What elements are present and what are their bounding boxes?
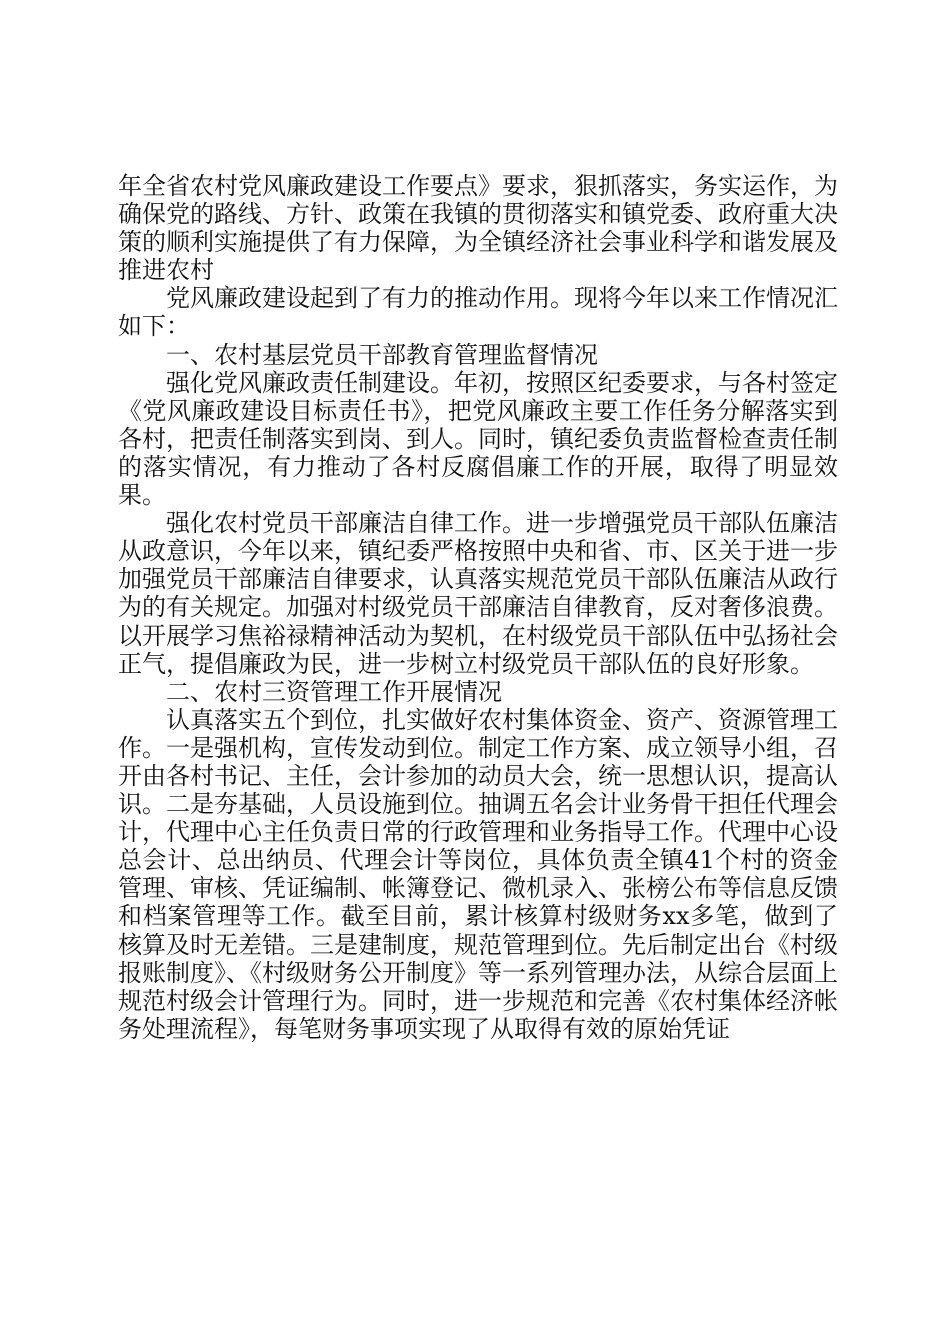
paragraph-three-assets: 认真落实五个到位，扎实做好农村集体资金、资产、资源管理工作。一是强机构，宣传发动到位。制定工作方案、成立领导小组，召开由各村书记、主任，会计参加的动员大会，统一思想认识，提高认识。二是夯基础，人员设施到位。抽调五名会计业务骨干担任代理会计，代理中心主任负责日常的行政管理和业务指导工作。代理中心设总会计、总出纳员、代理会计等岗位，具体负责全镇41个村的资金管理、审核、凭证编制、帐簿登记、微机录入、张榜公布等信息反馈和档案管理等工作。截至目前，累计核算村级财务xx多笔，做到了核算及时无差错。三是建制度，规范管理到位。先后制定出台《村级报账制度》、《村级财务公开制度》等一系列管理办法，从综合层面上规范村级会计管理行为。同时，进一步规范和完善《农村集体经济帐务处理流程》，每笔财务事项实现了从取得有效的原始凭证 [118,705,838,1043]
paragraph-responsibility: 强化党风廉政责任制建设。年初，按照区纪委要求，与各村签定《党风廉政建设目标责任书》，把党风廉政主要工作任务分解落实到各村，把责任制落实到岗、到人。同时，镇纪委负责监督检查责任制的落实情况，有力推动了各村反腐倡廉工作的开展，取得了明显效果。 [118,368,838,510]
paragraph-summary: 党风廉政建设起到了有力的推动作用。现将今年以来工作情况汇如下： [118,284,838,341]
section-heading-1: 一、农村基层党员干部教育管理监督情况 [166,340,598,369]
section-heading-2: 二、农村三资管理工作开展情况 [166,677,502,706]
paragraph-intro-continued: 年全省农村党风廉政建设工作要点》要求，狠抓落实，务实运作，为确保党的路线、方针、政策在我镇的贯彻落实和镇党委、政府重大决策的顺利实施提供了有力保障，为全镇经济社会事业科学和谐发展及推进农村 [118,172,838,285]
document-body [118,172,838,1043]
paragraph-self-discipline: 强化农村党员干部廉洁自律工作。进一步增强党员干部队伍廉洁从政意识，今年以来，镇纪委严格按照中央和省、市、区关于进一步加强党员干部廉洁自律要求，认真落实规范党员干部队伍廉洁从政行为的有关规定。加强对村级党员干部廉洁自律教育，反对奢侈浪费。以开展学习焦裕禄精神活动为契机，在村级党员干部队伍中弘扬社会正气，提倡廉政为民，进一步树立村级党员干部队伍的良好形象。 [118,509,838,678]
